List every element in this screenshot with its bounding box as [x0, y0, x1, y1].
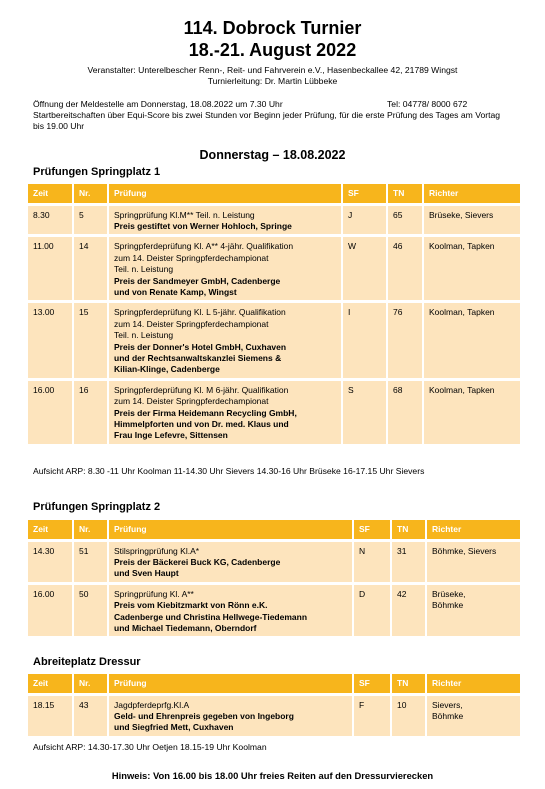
col-header-zeit: Zeit — [28, 520, 73, 540]
cell-pruefung — [108, 540, 353, 583]
cell-sf: I — [342, 302, 387, 379]
day-heading: Donnerstag – 18.08.2022 — [199, 148, 346, 162]
cell-tn: 68 — [387, 379, 423, 444]
cell-sf: W — [342, 236, 387, 302]
richter-line: Sievers, — [432, 699, 463, 710]
cell-nr: 43 — [73, 694, 108, 736]
table-row — [28, 204, 520, 236]
hinweis-note: Hinweis: Von 16.00 bis 18.00 Uhr freies Reiten auf den Dressurvierecken — [111, 770, 434, 781]
richter-line: Koolman, Tapken — [429, 307, 495, 318]
pruefung-line: Springprüfung Kl.M** Teil. n. Leistung — [114, 209, 255, 220]
table-row — [28, 236, 520, 302]
cell-sf: N — [353, 540, 391, 583]
richter-line: Brüseke, Sievers — [429, 209, 494, 220]
cell-tn: 65 — [387, 204, 423, 236]
cell-zeit: 11.00 — [28, 236, 73, 302]
sponsor-line: und Sven Haupt — [114, 568, 179, 579]
sponsor-line: Preis der Donner's Hotel GmbH, Cuxhaven — [114, 341, 287, 352]
cell-richter — [426, 694, 520, 736]
schedule-table-springplatz-1 — [28, 184, 520, 444]
pruefung-line: Stilspringprüfung Kl.A* — [114, 545, 200, 556]
col-header-tn: TN — [391, 674, 426, 694]
tournament-dates: 18.-21. August 2022 — [188, 40, 357, 60]
cell-tn: 46 — [387, 236, 423, 302]
pruefung-line: Springpferdeprüfung Kl. A** 4-jähr. Qualifikation — [114, 241, 294, 252]
cell-pruefung — [108, 694, 353, 736]
sponsor-line: und Michael Tiedemann, Oberndorf — [114, 622, 257, 633]
cell-tn: 42 — [391, 583, 426, 636]
richter-line: Koolman, Tapken — [429, 384, 495, 395]
sponsor-line: Cadenberge und Christina Hellwege-Tiedemann — [114, 611, 308, 622]
cell-nr: 5 — [73, 204, 108, 236]
col-header-richter: Richter — [426, 520, 520, 540]
cell-pruefung — [108, 379, 342, 444]
cell-nr: 51 — [73, 540, 108, 583]
cell-nr: 50 — [73, 583, 108, 636]
richter-line: Böhmke, Sievers — [432, 545, 497, 556]
schedule-table-dressur — [28, 674, 520, 736]
sponsor-line: und von Renate Kamp, Wingst — [114, 286, 237, 297]
col-header-sf: SF — [353, 520, 391, 540]
cell-pruefung — [108, 302, 342, 379]
col-header-nr: Nr. — [73, 184, 108, 204]
cell-sf: F — [353, 694, 391, 736]
pruefung-line: zum 14. Deister Springpferdechampionat — [114, 252, 269, 263]
organizer-line: Veranstalter: Unterelbescher Renn-, Reit- und Fahrverein e.V., Hasenbeckallee 42, 21789 Wingst — [87, 65, 458, 75]
cell-sf: S — [342, 379, 387, 444]
section-title-springplatz-1: Prüfungen Springplatz 1 — [33, 166, 161, 178]
director-line: Turnierleitung: Dr. Martin Lübbeke — [207, 76, 338, 86]
cell-zeit: 18.15 — [28, 694, 73, 736]
table-header-row — [28, 674, 520, 694]
richter-line: Böhmke — [432, 710, 464, 721]
cell-zeit: 16.00 — [28, 583, 73, 636]
cell-zeit: 13.00 — [28, 302, 73, 379]
cell-tn: 10 — [391, 694, 426, 736]
table-row — [28, 540, 520, 583]
office-opening: Öffnung der Meldestelle am Donnerstag, 18.08.2022 um 7.30 Uhr — [33, 99, 283, 109]
cell-sf: J — [342, 204, 387, 236]
cell-zeit: 16.00 — [28, 379, 73, 444]
sponsor-line: Himmelpforten und von Dr. med. Klaus und — [114, 419, 289, 429]
sponsor-line: und Siegfried Mett, Cuxhaven — [114, 722, 234, 733]
col-header-nr: Nr. — [73, 520, 108, 540]
cell-richter — [423, 379, 520, 444]
cell-richter — [426, 540, 520, 583]
col-header-pruefung: Prüfung — [108, 520, 353, 540]
cell-richter — [423, 302, 520, 379]
cell-zeit: 14.30 — [28, 540, 73, 583]
cell-pruefung — [108, 204, 342, 236]
sponsor-line: und der Rechtsanwaltskanzlei Siemens & — [114, 352, 282, 363]
sponsor-line: Preis gestiftet von Werner Hohloch, Springe — [114, 220, 292, 231]
col-header-richter: Richter — [423, 184, 520, 204]
sponsor-line: Preis der Sandmeyer GmbH, Cadenberge — [114, 275, 281, 286]
cell-zeit: 8.30 — [28, 204, 73, 236]
col-header-tn: TN — [391, 520, 426, 540]
pruefung-line: zum 14. Deister Springpferdechampionat — [114, 318, 269, 329]
sponsor-line: Preis der Bäckerei Buck KG, Cadenberge — [114, 556, 281, 567]
cell-richter — [423, 236, 520, 302]
sponsor-line: Kilian-Klinge, Cadenberge — [114, 364, 220, 375]
col-header-nr: Nr. — [73, 674, 108, 694]
sponsor-line: Geld- und Ehrenpreis gegeben von Ingeborg — [114, 710, 294, 721]
table-row — [28, 583, 520, 636]
pruefung-line: Springpferdeprüfung Kl. M 6-jähr. Qualifikation — [114, 384, 289, 395]
cell-nr: 15 — [73, 302, 108, 379]
warmup-note: Startbereitschaften über Equi-Score bis zwei Stunden vor Beginn jeder Prüfung, für die erste Prüfung des Tages am Vortag bis 19.00 Uhr — [33, 110, 501, 132]
sponsor-line: Preis vom Kiebitzmarkt von Rönn e.K. — [114, 600, 268, 611]
col-header-pruefung: Prüfung — [108, 674, 353, 694]
section-title-springplatz-2: Prüfungen Springplatz 2 — [33, 501, 161, 513]
col-header-zeit: Zeit — [28, 674, 73, 694]
tournament-title: 114. Dobrock Turnier — [183, 18, 362, 38]
col-header-tn: TN — [387, 184, 423, 204]
col-header-sf: SF — [353, 674, 391, 694]
col-header-zeit: Zeit — [28, 184, 73, 204]
pruefung-line: Springprüfung Kl. A** — [114, 588, 194, 599]
table-row — [28, 694, 520, 736]
aufsicht-dressur: Aufsicht ARP: 14.30-17.30 Uhr Oetjen 18.15-19 Uhr Koolman — [33, 742, 267, 752]
table-row — [28, 379, 520, 444]
cell-pruefung — [108, 236, 342, 302]
pruefung-line: Springpferdeprüfung Kl. L 5-jähr. Qualifikation — [114, 307, 286, 318]
cell-pruefung — [108, 583, 353, 636]
pruefung-line: Jagdpferdeprfg.Kl.A — [114, 699, 190, 710]
col-header-richter: Richter — [426, 674, 520, 694]
section-title-dressur: Abreiteplatz Dressur — [33, 656, 141, 668]
cell-nr: 16 — [73, 379, 108, 444]
office-phone: Tel: 04778/ 8000 672 — [387, 99, 468, 109]
table-header-row — [28, 520, 520, 540]
pruefung-line: zum 14. Deister Springpferdechampionat — [114, 396, 269, 407]
richter-line: Böhmke — [432, 600, 464, 611]
aufsicht-springplatz-1: Aufsicht ARP: 8.30 -11 Uhr Koolman 11-14.30 Uhr Sievers 14.30-16 Uhr Brüseke 16-17.15 Uhr Sievers — [33, 466, 425, 476]
cell-tn: 76 — [387, 302, 423, 379]
sponsor-line: Frau Inge Lefevre, Sittensen — [114, 430, 228, 441]
pruefung-line: Teil. n. Leistung — [114, 264, 174, 275]
table-header-row — [28, 184, 520, 204]
richter-line: Koolman, Tapken — [429, 241, 495, 252]
col-header-sf: SF — [342, 184, 387, 204]
cell-richter — [426, 583, 520, 636]
richter-line: Brüseke, — [432, 588, 466, 599]
sponsor-line: Preis der Firma Heidemann Recycling GmbH, — [114, 407, 297, 418]
cell-nr: 14 — [73, 236, 108, 302]
cell-richter — [423, 204, 520, 236]
cell-tn: 31 — [391, 540, 426, 583]
pruefung-line: Teil. n. Leistung — [114, 330, 174, 341]
schedule-table-springplatz-2 — [28, 520, 520, 636]
col-header-pruefung: Prüfung — [108, 184, 342, 204]
cell-sf: D — [353, 583, 391, 636]
table-row — [28, 302, 520, 379]
